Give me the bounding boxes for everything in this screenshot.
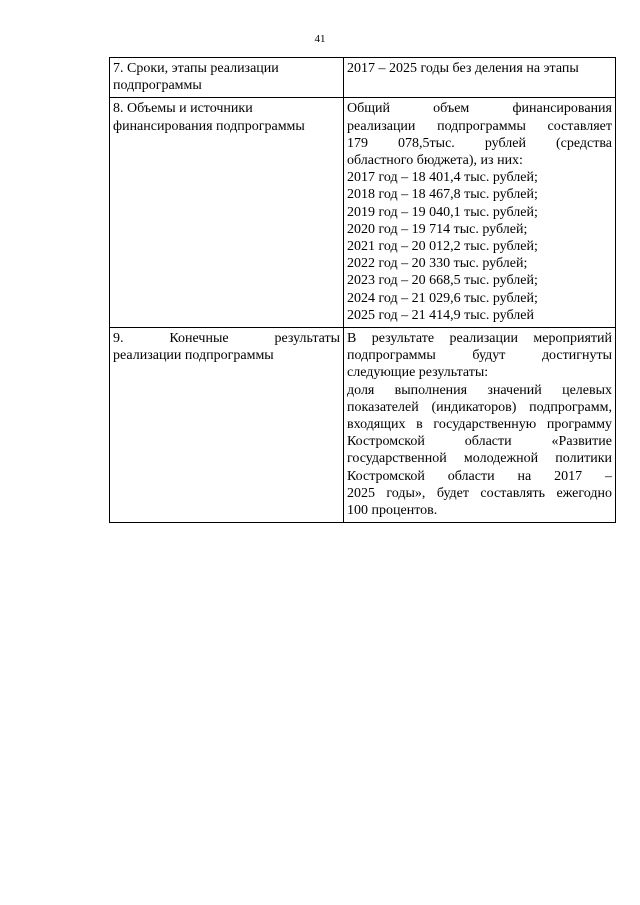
value-line-year-2024: 2024 год – 21 029,6 тыс. рублей; — [347, 290, 538, 306]
value-line: 100 процентов. — [347, 503, 438, 519]
table-row-financing — [110, 98, 616, 328]
value-line-year-2022: 2022 год – 20 330 тыс. рублей; — [347, 256, 528, 272]
row-label-results — [110, 328, 344, 523]
value-line-year-2025: 2025 год – 21 414,9 тыс. рублей — [347, 307, 534, 323]
value-line: 2025 годы», будет составлять ежегодно — [347, 485, 612, 501]
value-line: 179 078,5тыс. рублей (средства — [347, 135, 612, 151]
row-value-results — [344, 328, 616, 523]
page-number: 41 — [314, 33, 326, 45]
value-line-year-2020: 2020 год – 19 714 тыс. рублей; — [347, 221, 528, 237]
value-line: входящих в государственную программу — [347, 417, 612, 433]
value-line: показателей (индикаторов) подпрограмм, — [347, 399, 612, 415]
value-line: реализации подпрограммы составляет — [347, 118, 612, 134]
row-value-financing — [344, 98, 616, 328]
value-line: Костромской области «Развитие — [347, 434, 612, 450]
value-line-year-2021: 2021 год – 20 012,2 тыс. рублей; — [347, 239, 538, 255]
value-line: следующие результаты: — [347, 365, 489, 381]
table-row-results — [110, 328, 616, 523]
row-label-deadlines — [110, 58, 344, 98]
value-line: подпрограммы будут достигнуты — [347, 348, 612, 364]
subprogram-passport-table — [109, 57, 616, 523]
value-line: государственной молодежной политики — [347, 451, 612, 467]
label-line: 9. Конечные результаты — [113, 331, 340, 347]
row-label-financing — [110, 98, 344, 328]
value-line: В результате реализации мероприятий — [347, 331, 612, 347]
label-line: реализации подпрограммы — [113, 348, 274, 364]
value-line-year-2019: 2019 год – 19 040,1 тыс. рублей; — [347, 204, 538, 220]
value-line-year-2017: 2017 год – 18 401,4 тыс. рублей; — [347, 170, 538, 186]
label-line: 7. Сроки, этапы реализации — [113, 61, 279, 76]
value-line: Общий объем финансирования — [347, 101, 612, 117]
label-line: подпрограммы — [113, 78, 202, 94]
value-line: доля выполнения значений целевых — [347, 382, 612, 398]
value-line: Костромской области на 2017 – — [347, 468, 612, 484]
value-line: областного бюджета), из них: — [347, 153, 523, 169]
value-line-year-2023: 2023 год – 20 668,5 тыс. рублей; — [347, 273, 538, 289]
table-row-deadlines — [110, 58, 616, 98]
label-line: 8. Объемы и источники — [113, 101, 253, 117]
row-value-deadlines — [344, 58, 616, 98]
value-line: 2017 – 2025 годы без деления на этапы — [347, 61, 579, 76]
value-line-year-2018: 2018 год – 18 467,8 тыс. рублей; — [347, 187, 538, 203]
label-line: финансирования подпрограммы — [113, 118, 305, 134]
